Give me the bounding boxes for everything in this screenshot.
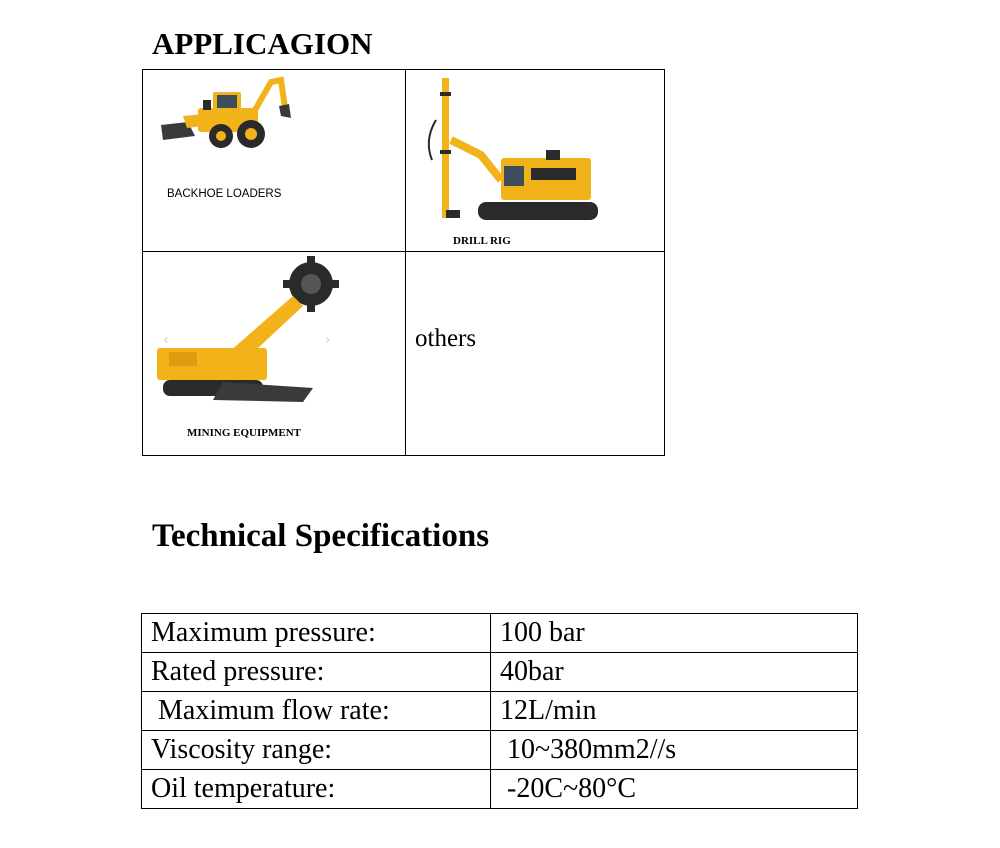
table-row [142,770,858,809]
application-cell-mining [143,252,406,456]
spec-value: 100 bar [491,614,858,653]
table-row [142,653,858,692]
specifications-heading: Technical Specifications [152,518,490,554]
spec-label: Viscosity range: [142,731,491,770]
spec-label: Maximum flow rate: [142,692,491,731]
table-row [142,614,858,653]
application-cell-drill-rig [406,70,665,252]
spec-value: 10~380mm2//s [491,731,858,770]
drill-rig-image [406,70,664,230]
svg-text:›: › [325,332,331,348]
application-heading: APPLICAGION [152,26,373,61]
others-label: others [415,325,477,352]
drill-rig-caption: DRILL RIG [453,235,511,247]
mining-equipment-caption: MINING EQUIPMENT [187,427,301,439]
table-row [142,692,858,731]
backhoe-loader-image [143,70,405,180]
mining-equipment-image [143,252,405,422]
spec-label: Rated pressure: [142,653,491,692]
spec-label: Maximum pressure: [142,614,491,653]
spec-value: 12L/min [491,692,858,731]
svg-text:‹: ‹ [163,332,169,348]
table-row [142,731,858,770]
application-cell-backhoe [143,70,406,252]
backhoe-caption: BACKHOE LOADERS [167,188,282,200]
specifications-table [141,613,858,809]
application-cell-others [406,252,665,456]
spec-value: -20C~80°C [491,770,858,809]
application-grid [142,69,665,456]
spec-value: 40bar [491,653,858,692]
spec-label: Oil temperature: [142,770,491,809]
